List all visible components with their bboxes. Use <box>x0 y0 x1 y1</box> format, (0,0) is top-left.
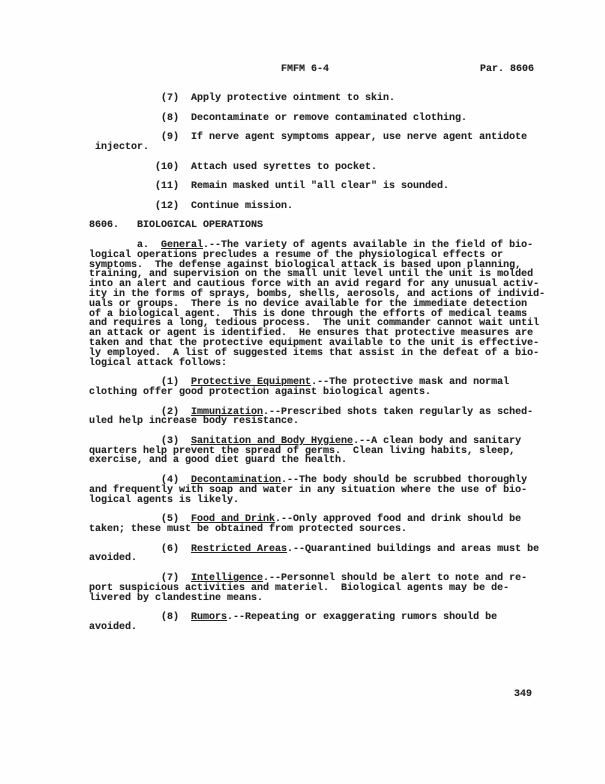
document-line <box>89 359 545 369</box>
document-line <box>89 114 545 124</box>
text-run: .--Personnel should be alert to note and re- <box>263 573 528 585</box>
text-run: ity in the forms of sprays, bombs, shells, aerosols, and actions of individ- <box>89 288 546 300</box>
text-run: (10) Attach used syrettes to pocket. <box>89 161 378 173</box>
text-run: a. <box>89 239 162 251</box>
text-run: (4) <box>89 475 192 487</box>
document-line <box>89 525 545 535</box>
text-run: logical operations precludes a resume of the physiological effects or <box>89 249 504 261</box>
document-line <box>89 182 545 192</box>
document-line <box>89 388 545 398</box>
text-run: 8606. BIOLOGICAL OPERATIONS <box>89 220 264 232</box>
document-line <box>89 133 545 143</box>
document-line <box>89 202 545 212</box>
text-run: symptoms. The defense against biological attack is based upon planning, <box>89 259 522 271</box>
text-run: avoided. <box>89 553 138 565</box>
text-run: .--Only approved food and drink should be <box>275 514 522 526</box>
text-run: ly employed. A list of suggested items that assist in the defeat of a bio- <box>89 347 540 359</box>
document-line <box>89 594 545 604</box>
text-run: livered by clandestine means. <box>89 592 264 604</box>
text-run: .--Quarantined buildings and areas must be <box>287 543 540 555</box>
underlined-term: Protective Equipment <box>191 377 312 389</box>
text-run: logical attack follows: <box>89 357 228 369</box>
document-line <box>89 545 545 555</box>
document-line <box>89 496 545 506</box>
text-run: taken; these must be obtained from protected sources. <box>89 524 408 536</box>
text-run: training, and supervision on the small unit level until the unit is molded <box>89 269 534 281</box>
underlined-term: Food and Drink <box>191 514 276 526</box>
underlined-term: Sanitation and Body Hygiene <box>191 435 354 447</box>
document-line <box>89 163 545 173</box>
document-lines <box>89 94 545 633</box>
text-run: an attack or agent is identified. He ensures that protective measures are <box>89 328 534 340</box>
underlined-term: Intelligence <box>191 573 264 585</box>
text-run: (2) <box>89 406 192 418</box>
text-run: (8) <box>89 612 192 624</box>
document-line <box>89 417 545 427</box>
text-run: .--The protective mask and normal <box>311 377 510 389</box>
document-line <box>89 613 545 623</box>
text-run: (6) <box>89 543 192 555</box>
underlined-term: Decontamination <box>191 475 282 487</box>
document-line <box>89 221 545 231</box>
text-run: into an alert and cautious force with an avid regard for any unusual activ- <box>89 279 540 291</box>
document-line <box>89 554 545 564</box>
text-run: uled help increase body resistance. <box>89 416 300 428</box>
text-run: .--The body should be scrubbed thoroughly <box>281 475 528 487</box>
page-number: 349 <box>514 689 533 700</box>
text-run: .--A clean body and sanitary <box>353 435 522 447</box>
document-line <box>89 623 545 633</box>
document-line <box>89 94 545 104</box>
text-run: .--The variety of agents available in the field of bio- <box>203 239 534 251</box>
text-run: of a biological agent. This is done through the efforts of medical teams <box>89 308 528 320</box>
text-run: (12) Continue mission. <box>89 200 294 212</box>
underlined-term: Restricted Areas <box>191 543 288 555</box>
text-run: (5) <box>89 514 192 526</box>
text-run: quarters help prevent the spread of germs. Clean living habits, sleep, <box>89 445 516 457</box>
text-run: uals or groups. There is no device available for the immediate detection <box>89 298 528 310</box>
text-run: taken and that the protective equipment available to the unit is effective- <box>89 337 540 349</box>
header-doc-id: FMFM 6-4 <box>281 64 330 75</box>
text-run: (11) Remain masked until "all clear" is sounded. <box>89 181 450 193</box>
underlined-term: Immunization <box>191 406 264 418</box>
document-line <box>89 456 545 466</box>
underlined-term: Rumors <box>191 612 228 624</box>
text-run: (8) Decontaminate or remove contaminated clothing. <box>89 112 468 124</box>
text-run: clothing offer good protection against biological agents. <box>89 386 432 398</box>
text-run: injector. <box>89 141 150 153</box>
text-run: (7) <box>89 573 192 585</box>
document-line <box>89 143 545 153</box>
text-run: and frequently with soap and water in any situation where the use of bio- <box>89 484 528 496</box>
text-run: exercise, and a good diet guard the health. <box>89 455 348 467</box>
text-run: .--Prescribed shots taken regularly as sched- <box>263 406 534 418</box>
text-run: (7) Apply protective ointment to skin. <box>89 93 396 104</box>
text-run: (1) <box>89 377 192 389</box>
underlined-term: General <box>161 239 204 251</box>
text-run: (9) If nerve agent symptoms appear, use nerve agent antidote <box>89 132 528 144</box>
text-run: .--Repeating or exaggerating rumors should be <box>227 612 498 624</box>
text-run: (3) <box>89 435 192 447</box>
text-run: logical agents is likely. <box>89 494 240 506</box>
header-paragraph-ref: Par. 8606 <box>480 64 535 75</box>
text-run: avoided. <box>89 622 138 634</box>
text-run: port suspicious activities and materiel. Biological agents may be de- <box>89 582 510 594</box>
text-run: and requires a long, tedious process. The unit commander cannot wait until <box>89 318 540 330</box>
